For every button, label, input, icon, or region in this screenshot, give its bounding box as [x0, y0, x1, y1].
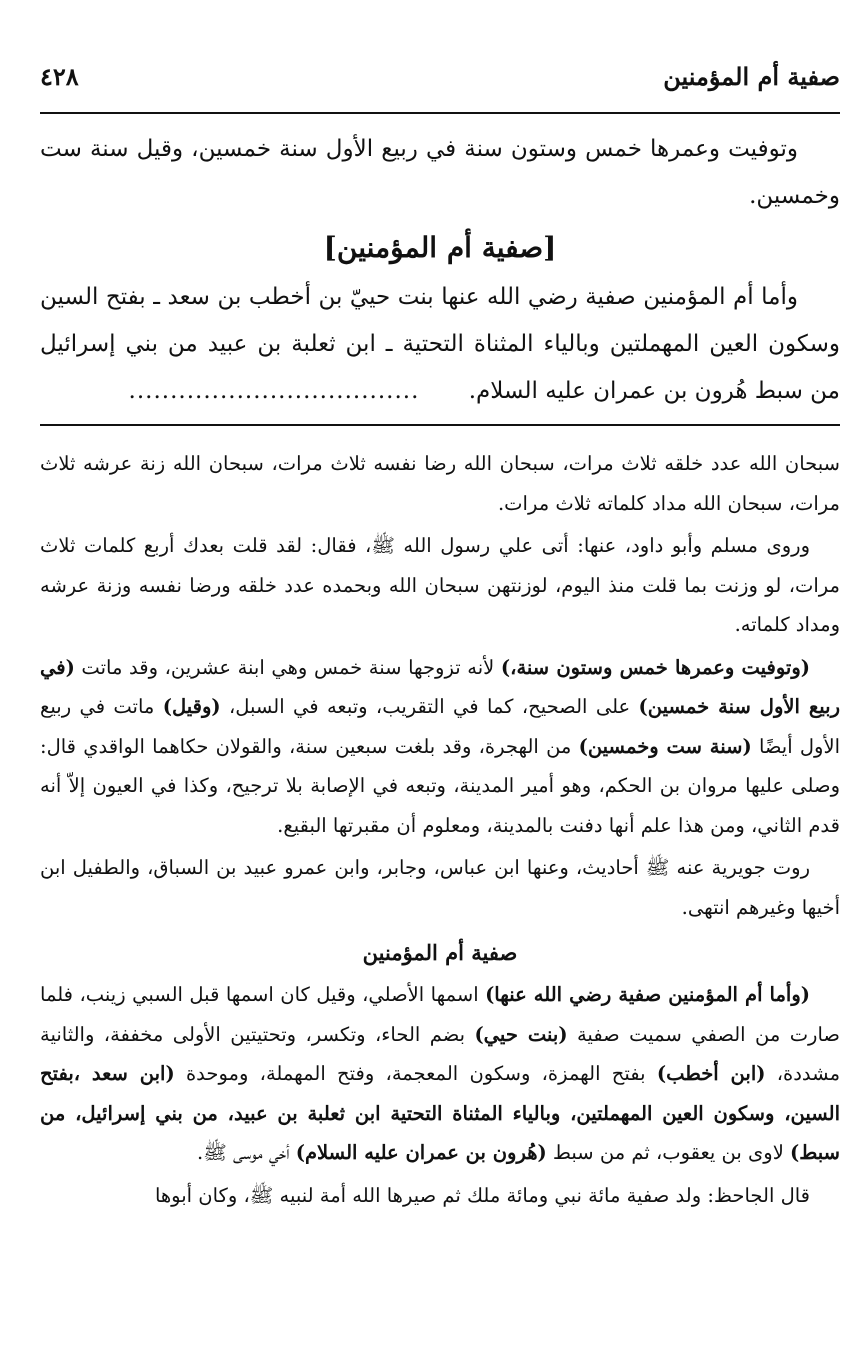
commentary-paragraph-6: قال الجاحظ: ولد صفية مائة نبي ومائة ملك ثم صيرها الله أمة لنبيه ﷺ، وكان أبوها: [154, 1183, 810, 1207]
quoted-phrase: (وأما أم المؤمنين صفية رضي الله عنها): [485, 983, 810, 1006]
quoted-phrase: (وتوفيت وعمرها خمس وستون سنة،): [500, 655, 810, 679]
section-heading: [صفية أم المؤمنين]: [323, 231, 557, 264]
commentary-text-run: من الهجرة، وقد بلغت سبعين سنة، والقولان حكاهما الواقدي قال: وصلى عليها مروان بن الحكم، وهو أمير المدينة، وتبعه في الإصابة بلا ترجيح، وكذا في العيون إلاّ أنه قدم الثاني، ومن هذا علم أنها دفنت بالمدينة، ومعلوم أن مقبرتها البقيع.: [40, 734, 840, 837]
commentary-text-run: أخي موسى ﷺ.: [197, 1141, 296, 1164]
quoted-phrase: (هُرون بن عمران عليه السلام): [295, 1141, 547, 1164]
page-header: [40, 56, 840, 96]
commentary-paragraph-1: سبحان الله عدد خلقه ثلاث مرات، سبحان الله رضا نفسه ثلاث مرات، سبحان الله زنة عرشه ثلاث مرات، سبحان الله مداد كلماته ثلاث مرات.: [40, 452, 840, 515]
main-text: [40, 126, 840, 415]
dotted-leader: ...................................: [128, 378, 420, 404]
commentary-text: [40, 444, 840, 1215]
quoted-phrase: (بنت حيي): [474, 1022, 568, 1046]
quoted-phrase: (ابن سعد ،بفتح السين، وسكون العين المهملتين، وبالياء المثناة التحتية ابن ثعلبة بن عبيد، من بني إسرائيل، من سبط): [40, 1062, 840, 1164]
quoted-phrase: (سنة ست وخمسين): [578, 734, 752, 758]
commentary-text-run: على الصحيح، كما في التقريب، وتبعه في السبل،: [220, 695, 639, 718]
quoted-phrase: (في ربيع الأول سنة خمسين): [40, 655, 840, 718]
commentary-paragraph-4: روت جويرية عنه ﷺ أحاديث، وعنها ابن عباس، وجابر، وابن عمرو عبيد بن السباق، والطفيل ابن أخيها وغيرهم انتهى.: [40, 856, 840, 919]
page-number: ٤٢٨: [40, 61, 79, 91]
main-paragraph-2: [40, 274, 840, 415]
quoted-phrase: (وقيل): [162, 695, 221, 718]
commentary-text-run: ماتت في ربيع الأول أيضًا: [40, 695, 840, 758]
main-paragraph-2-text: وأما أم المؤمنين صفية رضي الله عنها بنت حييّ بن أخطب بن سعد ـ بفتح السين وسكون العين المهملتين وبالياء المثناة التحتية ـ ابن ثعلبة بن عبيد من بني إسرائيل من سبط هُرون بن عمران عليه السلام.: [40, 284, 840, 404]
commentary-text-run: لأنه تزوجها سنة خمس وهي ابنة عشرين، وقد ماتت: [74, 655, 501, 679]
commentary-text-run: بفتح الهمزة، وسكون المعجمة، وفتح المهملة، وموحدة: [174, 1062, 657, 1085]
commentary-text-run: لاوى بن يعقوب، ثم من سبط: [546, 1141, 791, 1164]
commentary-text-run: اسمها الأصلي، وقيل كان اسمها قبل السبي زينب، فلما صارت من الصفي سميت صفية: [40, 983, 840, 1046]
commentary-text-run: بضم الحاء، وتكسر، وتحتيتين الأولى مخففة، والثانية مشددة،: [40, 1022, 841, 1085]
header-rule: [40, 112, 840, 114]
commentary-subheading: صفية أم المؤمنين: [362, 940, 518, 965]
commentary-paragraph-2: وروى مسلم وأبو داود، عنها: أتى علي رسول الله ﷺ، فقال: لقد قلت بعدك أربع كلمات ثلاث مرات، لو وزنت بما قلت منذ اليوم، لوزنتهن سبحان الله وبحمده عدد خلقه ورضا نفسه وزنة عرشه ومداد كلماته.: [40, 534, 840, 636]
commentary-paragraph-3: [40, 648, 840, 846]
running-title: صفية أم المؤمنين: [663, 61, 840, 91]
footnote-divider: [40, 424, 840, 426]
main-paragraph-1: وتوفيت وعمرها خمس وستون سنة في ربيع الأول سنة خمسين، وقيل سنة ست وخمسين.: [40, 136, 840, 209]
commentary-paragraph-5: [40, 975, 840, 1173]
quoted-phrase: (ابن أخطب): [656, 1062, 766, 1085]
